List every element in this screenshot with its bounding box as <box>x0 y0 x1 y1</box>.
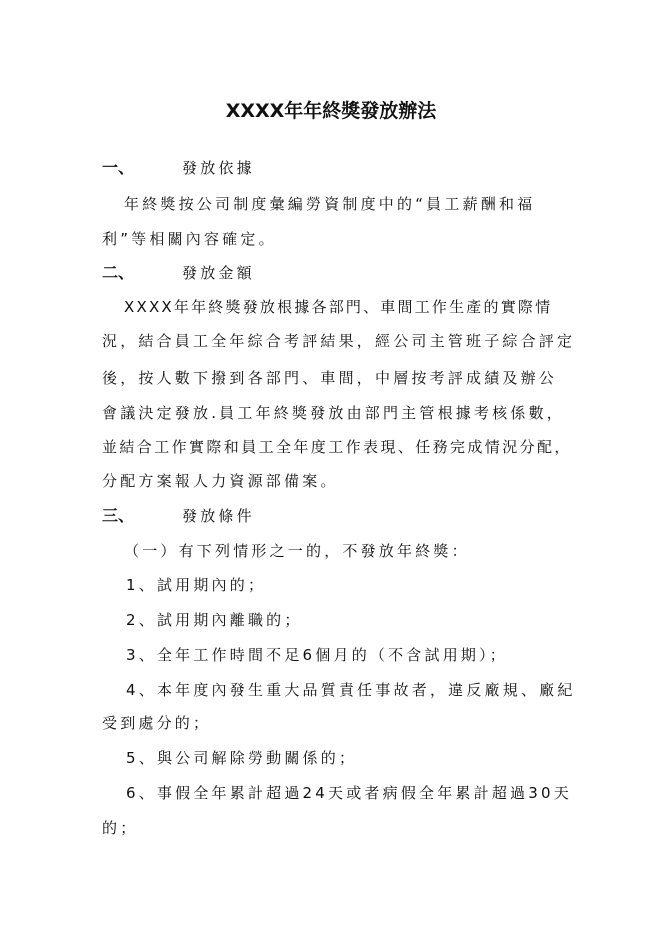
section-title: 發放條件 <box>182 507 255 525</box>
list-item: 4、本年度內發生重大品質責任事故者，違反廠規、廠紀 <box>126 681 576 699</box>
section-heading-1 <box>102 158 255 178</box>
section-number: 一、 <box>102 158 135 177</box>
paragraph-line: XXXX年年終獎發放根據各部門、車間工作生產的實際情 <box>124 298 553 316</box>
section-heading-2 <box>102 263 255 283</box>
paragraph-line: 況，結合員工全年綜合考評結果，經公司主管班子綜合評定 <box>102 332 576 350</box>
paragraph-line: 的； <box>102 819 139 837</box>
list-item: 1、試用期內的； <box>126 576 267 594</box>
section-number: 三、 <box>102 506 135 525</box>
section-number: 二、 <box>102 263 135 282</box>
paragraph-line: 後，按人數下撥到各部門、車間，中層按考評成績及辦公 <box>102 369 558 387</box>
paragraph-line: 年終獎按公司制度彙編勞資制度中的“員工薪酬和福 <box>124 195 536 213</box>
document-title: XXXX年年終獎發放辦法 <box>225 100 437 122</box>
list-item: 5、與公司解除勞動關係的； <box>126 749 358 767</box>
section-title: 發放金額 <box>182 264 255 282</box>
paragraph-line: 分配方案報人力資源部備案。 <box>102 472 339 490</box>
paragraph-line: 會議決定發放.員工年終獎發放由部門主管根據考核係數， <box>102 404 565 422</box>
paragraph-line: 利”等相關內容確定。 <box>102 230 277 248</box>
paragraph-line: 並結合工作實際和員工全年度工作表現、任務完成情況分配， <box>102 438 572 456</box>
list-item: 6、事假全年累計超過24天或者病假全年累計超過30天 <box>126 784 572 802</box>
section-title: 發放依據 <box>182 159 255 177</box>
section-heading-3 <box>102 506 255 526</box>
paragraph-line: 受到處分的； <box>102 714 212 732</box>
list-item: 3、全年工作時間不足6個月的（不含試用期）； <box>126 646 508 664</box>
paragraph-line: （一）有下列情形之一的，不發放年終獎： <box>124 542 470 560</box>
list-item: 2、試用期內離職的； <box>126 611 303 629</box>
